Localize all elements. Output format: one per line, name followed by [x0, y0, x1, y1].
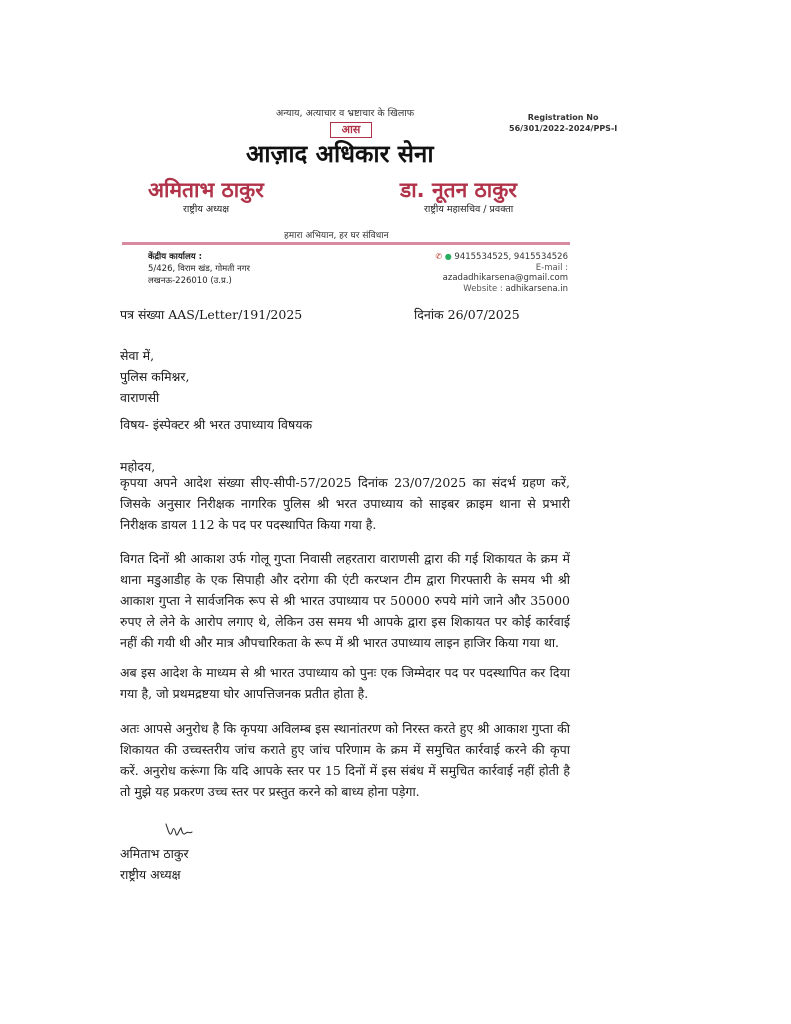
website-address: adhikarsena.in — [505, 283, 568, 294]
office-address — [148, 251, 250, 287]
recipient-line3: वाराणसी — [120, 390, 160, 405]
letter-date: दिनांक 26/07/2025 — [414, 307, 520, 322]
signatory — [120, 843, 189, 885]
motto: हमारा अभियान, हर घर संविधान — [284, 231, 389, 241]
whatsapp-icon: ● — [444, 252, 452, 261]
body-paragraph-3: अब इस आदेश के माध्यम से श्री भारत उपाध्याय को पुनः एक जिम्मेदार पद पर पदस्थापित कर दिया गया है, जो प्रथमद्रष्टया घोर आपत्तिजनक प्रतीत होता है. — [120, 665, 570, 701]
leader2-name: डा. नूतन ठाकुर — [400, 178, 517, 202]
phone-line — [422, 252, 568, 263]
leader1-role: राष्ट्रीय अध्यक्ष — [183, 204, 230, 215]
recipient-line2: पुलिस कमिश्नर, — [120, 369, 190, 384]
letterhead-tagline: अन्याय, अत्याचार व भ्रष्टाचार के खिलाफ — [276, 108, 415, 119]
office-heading: केंद्रीय कार्यालय : — [148, 252, 203, 262]
signatory-name: अमिताभ ठाकुर — [120, 846, 189, 861]
office-line2: लखनऊ-226010 (उ.प्र.) — [148, 276, 232, 286]
registration-label: Registration No — [527, 113, 599, 122]
website-line — [422, 284, 568, 295]
header-divider — [122, 242, 570, 245]
office-line1: 5/426, विराम खंड, गोमती नगर — [148, 264, 250, 274]
registration-number: 56/301/2022-2024/PPS-I — [509, 124, 618, 133]
subject-line: विषय- इंस्पेक्टर श्री भरत उपाध्याय विषयक — [120, 417, 313, 432]
phone-icon: ✆ — [435, 252, 443, 261]
recipient-line1: सेवा में, — [120, 348, 155, 363]
body-paragraph-1: कृपया अपने आदेश संख्या सीए-सीपी-57/2025 दिनांक 23/07/2025 का संदर्भ ग्रहण करें, जिसके अनुसार निरीक्षक नागरिक पुलिस श्री भरत उपाध्याय को साइबर क्राइम थाना से प्रभारी निरीक्षक डायल 112 के पद पर पदस्थापित किया गया है. — [120, 475, 570, 532]
body-paragraph-4: अतः आपसे अनुरोध है कि कृपया अविलम्ब इस स्थानांतरण को निरस्त करते हुए श्री आकाश गुप्ता की शिकायत की उच्चस्तरीय जांच कराते हुए जांच परिणाम के क्रम में समुचित कार्रवाई करने की कृपा करें. अनुरोध करूंगा कि यदि आपके स्तर पर 15 दिनों में इस संबंध में समुचित कार्रवाई नहीं होती है तो मुझे यह प्रकरण उच्च स्तर पर प्रस्तुत करने को बाध्य होना पड़ेगा. — [120, 721, 570, 799]
reference-number: पत्र संख्या AAS/Letter/191/2025 — [120, 307, 303, 322]
org-name: आज़ाद अधिकार सेना — [246, 140, 434, 168]
org-logo: आस — [330, 122, 372, 138]
body-paragraph-2: विगत दिनों श्री आकाश उर्फ गोलू गुप्ता निवासी लहरतारा वाराणसी द्वारा की गई शिकायत के क्रम में थाना मडुआडीह के एक सिपाही और दरोगा की एंटी करप्शन टीम द्वारा गिरफ्तारी के समय भी श्री आकाश गुप्ता ने सार्वजनिक रूप से श्री भारत उपाध्याय पर 50000 रुपये मांगे जाने और 35000 रुपए ले लेने के आरोप लगाए थे, लेकिन उस समय भी आपके द्वारा इस शिकायत पर कोई कार्रवाई नहीं की गयी थी और मात्र औपचारिकता के रूप में श्री भारत उपाध्याय लाइन हाजिर किया गया था. — [120, 551, 570, 650]
email-line — [422, 263, 568, 284]
contact-block — [422, 252, 568, 294]
email-label: E-mail : — [535, 262, 568, 273]
website-label: Website : — [463, 283, 503, 294]
leader2-role: राष्ट्रीय महासचिव / प्रवक्ता — [424, 204, 514, 215]
salutation: महोदय, — [120, 459, 156, 474]
registration-block — [509, 112, 617, 134]
email-address: azadadhikarsena@gmail.com — [442, 273, 568, 283]
signatory-role: राष्ट्रीय अध्यक्ष — [120, 867, 181, 882]
phone-numbers: 9415534525, 9415534526 — [454, 252, 568, 262]
leader1-name: अमिताभ ठाकुर — [148, 178, 264, 202]
recipient-address — [120, 345, 189, 408]
